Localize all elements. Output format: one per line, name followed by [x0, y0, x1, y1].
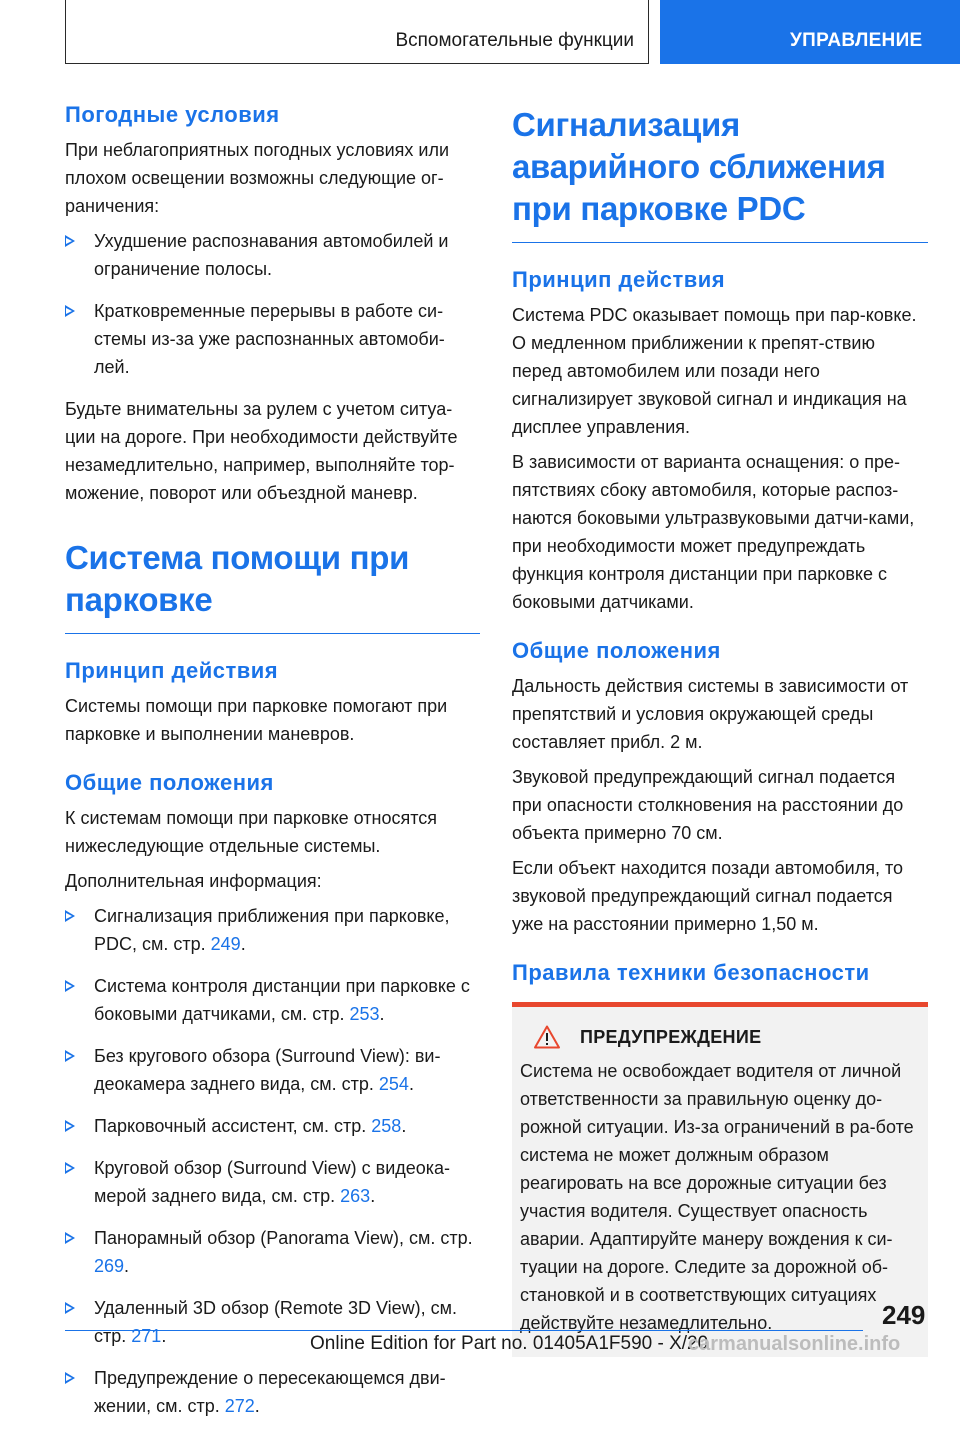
triangle-bullet-icon — [65, 235, 75, 247]
left-column — [65, 100, 480, 1434]
weather-list — [65, 227, 480, 381]
page-ref-link[interactable]: 254 — [378, 1074, 409, 1094]
list-item: Парковочный ассистент, см. стр. 258. — [65, 1112, 480, 1140]
page-ref-link[interactable]: 269 — [94, 1256, 125, 1276]
park-assist-heading: Система помощи при парковке — [65, 537, 480, 634]
page-number: 249 — [882, 1300, 926, 1330]
pdc-principle-p2: В зависимости от варианта оснащения: о пре-пятствиях сбоку автомобиля, которые распоз-наются боковыми ультразвуковыми датчи-ками, при необходимости может предупреждать функция контроля дистанции при парковке с боковыми датчиками. — [512, 452, 915, 612]
weather-note: Будьте внимательны за рулем с учетом ситуа-ции на дороге. При необходимости действуйте незамедлительно, например, выполняйте тор-можение, поворот или объездной маневр. — [65, 399, 458, 503]
warning-box — [512, 1002, 928, 1357]
general-text: К системам помощи при парковке относятся нижеследующие отдельные системы. — [65, 808, 438, 856]
extra-info-label: Дополнительная информация: — [65, 871, 322, 891]
pdc-principle-p1: Система PDC оказывает помощь при пар-ковке. О медленном приближении к препят-ствию перед автомобилем или позади него сигнализирует звуковой сигнал и индикация на дисплее управления. — [512, 305, 917, 437]
list-item: Система контроля дистанции при парковке с боковыми датчиками, см. стр. 253. — [65, 972, 480, 1028]
general-heading: Общие положения — [65, 770, 274, 795]
page-ref-link[interactable]: 272 — [224, 1396, 255, 1416]
warning-title: ПРЕДУПРЕЖДЕНИЕ — [580, 1026, 762, 1047]
list-item: Круговой обзор (Surround View) с видеока-мерой заднего вида, см. стр. 263. — [65, 1154, 480, 1210]
pdc-general-p1: Дальность действия системы в зависимости от препятствий и условия окружающей среды составляет прибл. 2 м. — [512, 676, 909, 752]
list-item: Удаленный 3D обзор (Remote 3D View), см. стр. 271. — [65, 1294, 480, 1350]
page-ref-link[interactable]: 258 — [371, 1116, 402, 1136]
warning-text: Система не освобождает водителя от личной ответственности за правильную оценку до-рожной ситуации. Из-за ограничений в ра-боте система не может должным образом реагировать на все дорожные ситуации без участия водителя. Существует опасность аварии. Адаптируйте манеру вождения к си-туации на дороге. Следите за дорожной об-становкой и в соответствующих ситуациях действуйте незамедлительно. — [520, 1061, 914, 1333]
page-ref-link[interactable]: 249 — [210, 934, 241, 954]
header-section-title: Вспомогательные функции — [395, 30, 634, 51]
header-chapter-tab[interactable] — [660, 0, 960, 64]
pdc-principle-heading: Принцип действия — [512, 267, 726, 292]
header-section-box — [65, 0, 649, 64]
list-item: Панорамный обзор (Panorama View), см. стр. 269. — [65, 1224, 480, 1280]
list-item: Ухудшение распознавания автомобилей и ограничение полосы. — [65, 227, 480, 283]
triangle-bullet-icon — [65, 1232, 75, 1244]
warning-triangle-icon — [534, 1025, 560, 1049]
pdc-heading: Сигнализация аварийного сближения при парковке PDC — [512, 104, 928, 243]
list-item: Кратковременные перерывы в работе си-стемы из-за уже распознанных автомоби-лей. — [65, 297, 480, 381]
page-ref-link[interactable]: 253 — [349, 1004, 380, 1024]
triangle-bullet-icon — [65, 1050, 75, 1062]
weather-intro: При неблагоприятных погодных условиях или плохом освещении возможны следующие ог-раничения: — [65, 140, 450, 216]
pdc-general-p3: Если объект находится позади автомобиля, то звуковой предупреждающий сигнал подается уже на расстоянии примерно 1,50 м. — [512, 858, 904, 934]
page-ref-link[interactable]: 263 — [340, 1186, 371, 1206]
principle-heading: Принцип действия — [65, 658, 279, 683]
list-item: Предупреждение о пересекающемся дви-жении, см. стр. 272. — [65, 1364, 480, 1420]
pdc-general-p2: Звуковой предупреждающий сигнал подается при опасности столкновения на расстоянии до объекта примерно 70 см. — [512, 767, 904, 843]
triangle-bullet-icon — [65, 980, 75, 992]
warning-header — [520, 1025, 920, 1049]
triangle-bullet-icon — [65, 1120, 75, 1132]
list-item: Сигнализация приближения при парковке, PDC, см. стр. 249. — [65, 902, 480, 958]
page-ref-link[interactable]: 271 — [131, 1326, 162, 1346]
triangle-bullet-icon — [65, 1162, 75, 1174]
triangle-bullet-icon — [65, 1302, 75, 1314]
triangle-bullet-icon — [65, 910, 75, 922]
safety-heading: Правила техники безопасности — [512, 960, 870, 985]
header-chapter-label: УПРАВЛЕНИЕ — [790, 30, 923, 51]
list-item: Без кругового обзора (Surround View): ви-деокамера заднего вида, см. стр. 254. — [65, 1042, 480, 1098]
footer-divider — [65, 1330, 863, 1331]
footer-watermark: carmanualsonline.info — [688, 1333, 901, 1355]
triangle-bullet-icon — [65, 1372, 75, 1384]
pdc-general-heading: Общие положения — [512, 638, 721, 663]
triangle-bullet-icon — [65, 305, 75, 317]
principle-text: Системы помощи при парковке помогают при парковке и выполнении маневров. — [65, 696, 448, 744]
footer-edition: Online Edition for Part no. 01405A1F590 - X/20 — [310, 1333, 709, 1354]
weather-heading: Погодные условия — [65, 102, 280, 127]
right-column — [512, 100, 928, 1357]
